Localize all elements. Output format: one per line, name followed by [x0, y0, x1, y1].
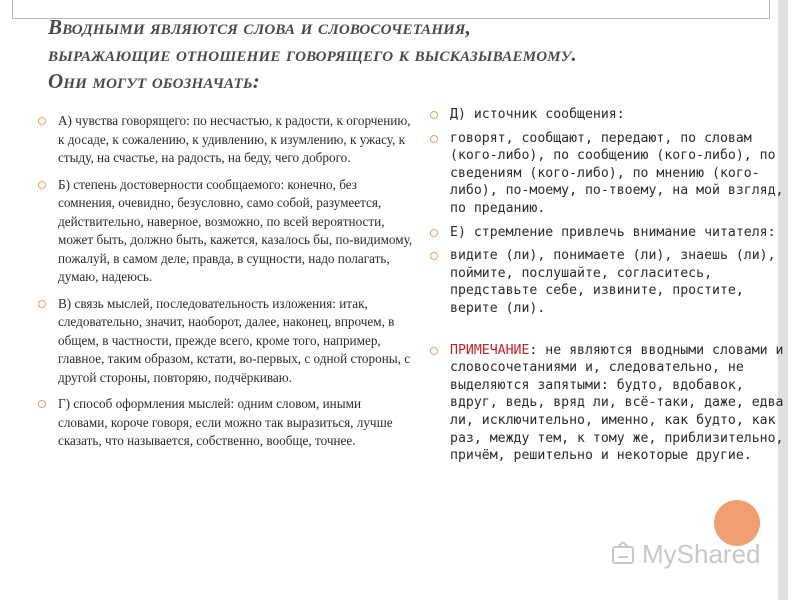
note-label: ПРИМЕЧАНИЕ — [450, 342, 530, 358]
bullet-icon — [38, 181, 46, 189]
list-item-d-head — [430, 106, 785, 124]
bullet-icon — [430, 111, 438, 119]
list-item-d-body — [430, 130, 785, 218]
bullet-icon — [38, 400, 46, 408]
watermark — [610, 540, 761, 568]
item-v-text: В) связь мыслей, последовательность изложения: итак, следовательно, значит, наоборот, далее, наконец, впрочем, в общем, в частности, прежде всего, кроме того, например, главное, таким образом, кстати, во-первых, с одной стороны, с другой стороны, повторяю, подчёркиваю. — [58, 295, 411, 385]
list-item-e-body — [430, 247, 785, 317]
bullet-icon — [430, 229, 438, 237]
item-d-head-text: Д) источник сообщения: — [450, 107, 625, 122]
title-line-3: Они могут обозначать: — [48, 69, 260, 93]
item-a-text: А) чувства говорящего: по несчастью, к радости, к огорчению, к досаде, к сожалению, к удивлению, к изумлению, к ужасу, к стыду, на счастье, на радость, на беду, чего доброго. — [58, 113, 411, 165]
item-e-body-text: видите (ли), понимаете (ли), знаешь (ли), поймите, послушайте, согласитесь, представьте себе, извините, простите, верите (ли). — [450, 248, 776, 316]
item-d-body-text: говорят, сообщают, передают, по словам (кого-либо), по сообщению (кого-либо), по сведениям (кого-либо), по мнению (кого-либо), по-моему, по-твоему, на мой взгляд, по преданию. — [450, 130, 784, 216]
watermark-text: MyShared — [642, 538, 761, 569]
item-b-text: Б) степень достоверности сообщаемого: конечно, без сомнения, очевидно, безусловно, само собой, разумеется, действительно, наверное, возможно, по всей вероятности, может быть, должно быть, кажется, казалось бы, по-видимому, пожалуй, в самом деле, правда, в сущности, надо полагать, думаю, надеюсь. — [58, 176, 413, 284]
list-item-note — [430, 342, 785, 465]
list-item-b — [38, 176, 413, 287]
bullet-icon — [430, 347, 438, 355]
list-item-g — [38, 395, 413, 451]
bullet-icon — [430, 135, 438, 143]
note-body: : не являются вводными словами и словосочетаниями и, следовательно, не выделяются запятыми: будто, вдобавок, вдруг, ведь, вряд ли, всё-таки, даже, едва ли, исключительно, именно, как будто, как раз, между тем, к тому же, приблизительно, причём, решительно и некоторые другие. — [450, 342, 784, 464]
left-column — [38, 112, 413, 459]
bullet-icon — [430, 252, 438, 260]
bullet-icon — [38, 300, 46, 308]
list-item-a — [38, 112, 413, 168]
list-item-e-head — [430, 224, 785, 242]
slide-title — [48, 14, 758, 95]
title-line-1: Вводными являются слова и словосочетания, — [48, 15, 472, 39]
title-line-2: выражающие отношение говорящего к высказываемому. — [48, 42, 577, 66]
item-e-head-text: Е) стремление привлечь внимание читателя: — [450, 224, 776, 240]
item-g-text: Г) способ оформления мыслей: одним словом, иными словами, короче говоря, если можно так выразиться, лучше сказать, что называется, собственно, вообще, точнее. — [58, 396, 393, 448]
watermark-logo-icon — [610, 541, 636, 567]
right-column — [430, 106, 785, 473]
list-item-v — [38, 295, 413, 388]
bullet-icon — [38, 117, 46, 125]
